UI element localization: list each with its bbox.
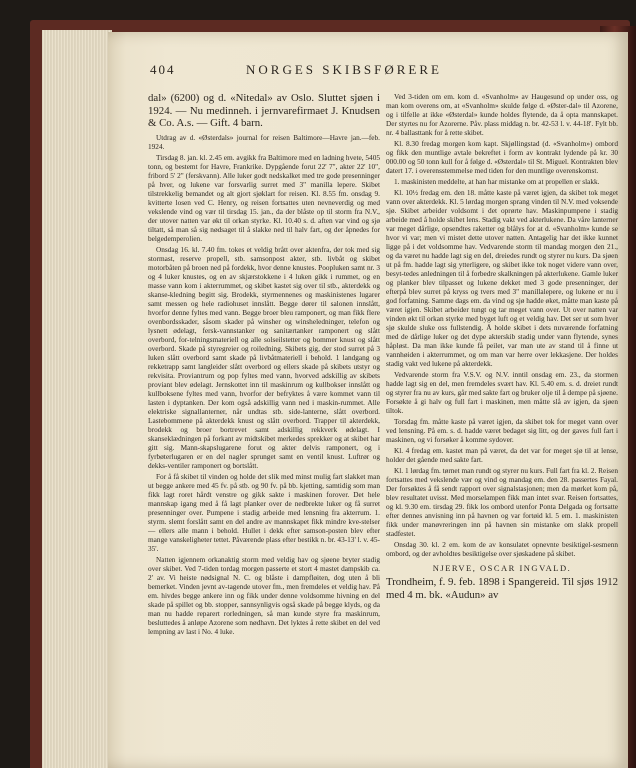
right-column [386, 92, 618, 712]
running-head: NORGES SKIBSFØRERE [246, 62, 442, 77]
paragraph: 1. maskinisten meddelte, at han har mistanke om at propellen er slakk. [394, 177, 600, 186]
paragraph: Natten igjennem orkanaktig storm med veldig hav og sjøene bryter stadig over skibet. Ved 7-tiden tordag morgen passerte et stort 4 mastet dampskib ca. 2' av. Vi heiste nødsignal N. C. og blåste i dampfløiten, dog uten å bli bemerket. Vinden jevnt av-tagende utover fm., men fremdeles et veldig hav. På em. hivdes begge ankere inn og fikk under denne voldsomme hivning en del skade på spillet og bb. stopper, sannsynligvis også skade på begge klyds, og da man nu hadde reparert rorledningen, så man kunde styre fra maskinrum, besluttedes å anløpe Azorene som nødhavn. Det lyktes å rette skibet en del ved lempning av last i No. 4 luke. [148, 554, 380, 636]
paragraph: Vedvarende storm fra V.S.V. og N.V. inntil onsdag em. 23., da stormen hadde lagt sig en del, men fremdeles svært hav. Kl. 5.40 em. s. d. dreiet rundt og styrer fra nu av kurs, går med sakte fart og bruker olje til å dempe på sjøene. Forsøkte å gi halv og full fart i maskinen, men måtte slå av igjen, da sjøen tiltok. [386, 370, 618, 415]
left-column [148, 92, 380, 712]
paragraph: Kl. 8.30 fredag morgen kom kapt. Skjøllingstad (d. «Svanholm») ombord og fikk den muntlige avtale bekreftet i form av kontrakt lydende på kr. 30 000.00 og 50 tonn kull for å følge d. «Østerdal» til St. Miguel. Kontrakten blev datert 17. i overensstemmelse med tiden for den muntlige overenskomst. [386, 139, 618, 175]
paragraph: dal» (6200) og d. «Nitedal» av Oslo. Sluttet sjøen i 1924. — Nu medinneh. i jernvarefirmaet J. Knudsen & Co. A.s. — Gift. 4 barn. [148, 92, 380, 129]
paragraph: Tirsdag 8. jan. kl. 2.45 em. avgikk fra Baltimore med en ladning hvete, 5405 tonn, og bestemt for Havre, Frankrike. Dypgående forut 22' 7", akter 22' 10", fribord 5' 2" (ferskvann). Alle luker godt nedskalket med tre gode presenninger på hver, og lukene var forsvarlig surret med 3" manilla lepere. Skibet tilstrekkelig bemandet og alt gjort sjøklart for reisen. Kl. 8.55 fm. onsdag 9. kvitterte losen ved C. Henry, og reisen fortsattes uten nevneverdig og med vekslende vind og vær til tirsdag 15. jan., da der blåste op til storm fra N.V., der utover natten var økt til orkan styrke. Kl. 10.40 s. d. aften var vind og sjø tiltatt, så man så sig nødsaget til å slakke ned til halv fart, og der åpnedes for belgedemperolien. [148, 152, 380, 243]
page-header [150, 62, 590, 82]
paragraph: Onsdag 30. kl. 2 em. kom de av konsulatet opnevnte besiktigel-sesmenn ombord, og der avholdtes besiktigelse over sjøskadene på skibet. [386, 540, 618, 558]
paragraph: Onsdag 16. kl. 7.40 fm. tokes et veldig brått over aktenfra, der tok med sig stormast, reserve propell, stb. samsonpost akter, stb. livbåt og skibet motorbåten på broen ned på fordekk, hvor denne knustes. Poopluken samt nr. 3 og 4 luker knustes, og en av skjærstokkene i 4 luken gikk i rummet, og en masse vann kom i akterrummet, og skibet kastet sig over til stb., akterdekk og skanse-kledning begitt sig. Brodekk, styrmennenes og maskinistenes lugarer samt messen og hele radiohuset innslått. Begge dører til salonen innslått, hvorfor denne fyltes med vann. Begge broer bleu ramponert, og man fikk flere ovenbordsskader, såsom skader på winsher og winsheledninger, telefon og lysnett ødelagt, fersk-vannstanker og sanitærtanker ramponert og slått overbord, for-telningsmateriell og alle solseilstetter og bommer knust og slått overbord. Skade på styregreier og roiledning. Skibets gig, der stod surret på 3 luken slått overbord samt skade på livbåtmateriell i behold. 1 landgang og rekketrapp samt langleider slått overbord og ellers skade på skibets utstyr og rekvisita. Proviantrum og pop fyltes med vann, hvorved adskillig av skibets proviant blev ødelagt. Jernskottet inn til maskinrum og kullbokser innslått og kullboksene fyltes med vann, hvorfor der befryktes å være kommet vann til lasten i dyptanken. Der kom også adskillig vann ned i maskin-rummet. Alle elektriske signallanterner, når undtas stb. side-lanterne, slått overbord. Lastebommene på akterdekk knust og slått overbord. Trapper til akterdekk, brodekk og broer bortrevet samt adskillig rekkverk ødelagt. I skanseklædningen på forkant av midtskibet merkedes sprekker og at skibet har gitt sig. Mann-skapslugarene forut og akter delvis ramponert, og i fyrbøterlugaren er en del nagler sprunget samt en ventil knust. Luftrør og dekks-ventiler ramponert og bortslått. [148, 244, 380, 470]
paragraph: Ved 3-tiden om em. kom d. «Svanholm» av Haugesund op under oss, og man kom overens om, at «Svanholm» skulde følge d. «Øster-dal» til Azorene, og i tilfelle at ikke «Østerdal» kunde holdes flytende, da å opta mannskapet. Der styrtes nu for Azorerne. Påv. plass middag n. br. 42-53 l. v. 44-18'. Fylt bb. nr. 4 ballasttank for å rette skibet. [386, 92, 618, 137]
section-heading: NJERVE, OSCAR INGVALD. [432, 563, 572, 573]
paragraph: Kl. 1 lørdag fm. tørnet man rundt og styrer nu kurs. Full fart fra kl. 2. Reisen fortsattes med vekslende vær og vind og mandag em. den 28. passertes Fayal. Der forsøktes å få sendt rapport over signalstasjonen; men da mørket kom på, blev resultatet uvisst. Med morselampen fikk man intet svar. Reisen fortsattes, og kl. 9.30 em. tirsdag 29. fikk los ombord utenfor Ponta Delgada og fortsatte efter dennes anvisning inn på havnen og var fortøid kl. 5 em. 1. maskinisten fikk under manøvreringen inn på havnen sin mistanke om slakk propell stadfestet. [386, 466, 618, 538]
paragraph: Kl. 4 fredag em. kastet man på været, da det var for meget sjø til at lense, holder det gående med sakte fart. [386, 446, 618, 464]
paragraph: For å få skibet til vinden og holde det slik med minst mulig fart slakket man ut begge ankere med 45 fv. på stb. og 90 fv. på bb. kjetting, samtidig som man fikk lagt roret hårdt venstre og gikk sakte i maskinen forover. Det hele mannskap igang med å få lagt planker over de nedbrekte luker og få surret presenninger over. Pumpene i stadig arbeide med lensning fra akterrum. 1. styrm. slemt forslått samt en del andre av mannskapet fikk mindre kve-stelser — ellers alle mann i behold. Hullet i dekk efter samson-posten blev efter mange vanskeligheter tettet. Påværende plass efter bestikk n. br. 43-13' l. v. 45-35'. [148, 471, 380, 553]
page-edges [42, 30, 112, 768]
paragraph: Kl. 10½ fredag em. den 18. måtte kaste på været igjen, da skibet tok meget vann over akterdekk. Kl. 5 lørdag morgen sprang vinden til N.V. med voksende sjø. Skibet arbeider voldsomt i det oprørte hav. Maskinpumpene i stadig arbeide med å holde skibet lens. Stadig vakt ved akterlukene. Da våre lanterner var meget dårlige, opsendtes raketter og blålys for at d. «Svanholm» kunde se hvor vi var; men vi mistet dette utover natten. Antagelig har det ikke kunnet ligge på i det voldsomme hav. Vedvarende storm til mandag morgen den 21., og da været nu hadde lagt sig en del, dreiedes rundt og styrer nu kurs. Da sjøen ut på fm. hadde lagt sig ytterligere, og skibet ikke tok noget videre vann over, besyt-tedes anledningen til å forbedre skalkningen på akterlukene. Gamle luker og planker blev tilpasset og lukene dekket med 3 gode presenninger, der efterpå blev surret på kryss og tvers med 3" manillalepere, og lukene er nu i god forfatning. Samme dags em. da vind og sjø hadde øket, måtte man kaste på været igjen. Skibet arbeider tungt og tar meget vann over. Ut over natten var vinden økt til orkan styrke med byget luft og et veldig hav. Det ser ut som hver sjø skulde sluke oss fullstendig. Å holde skibet i dets nuværende forfatning med de dårlige luker og det dype akterskib stadig under vann flytende, synes håpløst. Da man ikke kunde få peilet, var man ute av stand til å finne ut vannhøiden i akterrummet, og om man var herre over lekkasjene. Der holdes stadig vakt ved lukene på akterdekk. [386, 188, 618, 368]
book-page [108, 32, 628, 768]
page-number: 404 [150, 62, 176, 77]
section-lead-paragraph: Trondheim, f. 9. feb. 1898 i Spangereid. Til sjøs 1912 med 4 m. bk. «Audun» av [386, 576, 618, 601]
paragraph: Torsdag fm. måtte kaste på været igjen, da skibet tok for meget vann over ved lensning. På em. s. d. hadde været bedaget sig litt, og der gaves full fart i maskinen, og vi forsøker å komme sydover. [386, 417, 618, 444]
paragraph: Utdrag av d. «Østerdals» journal for reisen Baltimore—Havre jan.—feb. 1924. [148, 132, 380, 151]
